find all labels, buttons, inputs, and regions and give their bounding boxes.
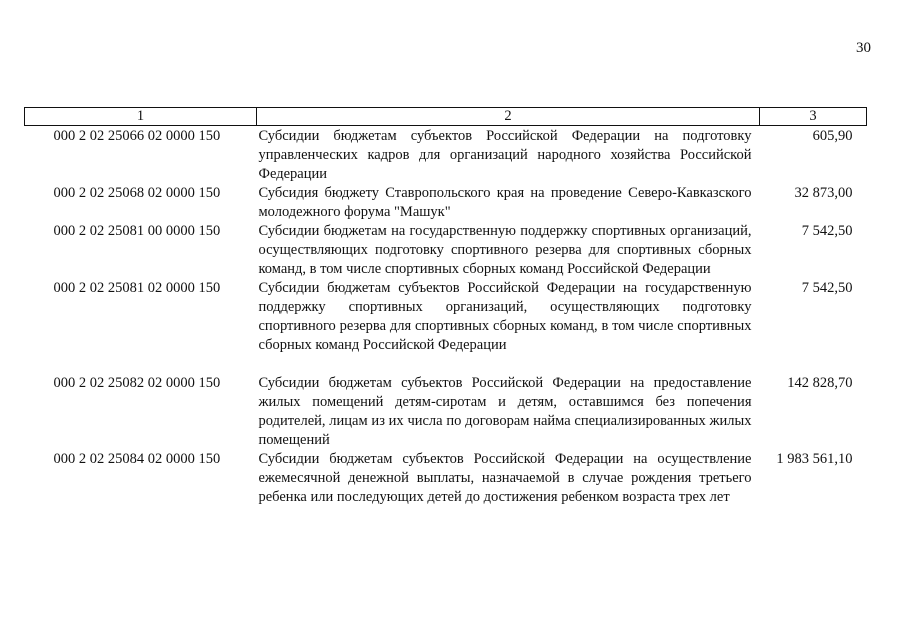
budget-code: 000 2 02 25084 02 0000 150 (53, 451, 221, 467)
budget-code: 000 2 02 25068 02 0000 150 (53, 185, 221, 201)
table-row (25, 374, 867, 450)
budget-amount: 7 542,50 (801, 280, 853, 296)
budget-amount: 605,90 (812, 128, 853, 144)
budget-table (24, 107, 867, 507)
header-col-2: 2 (257, 108, 760, 126)
budget-amount: 7 542,50 (801, 223, 853, 239)
table-body (25, 126, 867, 508)
table-row (25, 222, 867, 279)
budget-description: Субсидии бюджетам субъектов Российской Федерации на подготовку управленческих кадров для организаций народного хозяйства Российской Федерации (258, 128, 752, 182)
budget-code: 000 2 02 25081 02 0000 150 (53, 280, 221, 296)
page-number: 30 (856, 40, 871, 56)
budget-description: Субсидия бюджету Ставропольского края на проведение Северо-Кавказского молодежного форума "Машук" (258, 185, 752, 220)
budget-code: 000 2 02 25081 00 0000 150 (53, 223, 221, 239)
budget-amount: 142 828,70 (787, 375, 853, 391)
table-row (25, 279, 867, 374)
table-header (25, 108, 867, 126)
budget-code: 000 2 02 25066 02 0000 150 (53, 128, 221, 144)
budget-amount: 1 983 561,10 (776, 451, 853, 467)
budget-description: Субсидии бюджетам субъектов Российской Федерации на осуществление ежемесячной денежной выплаты, назначаемой в случае рождения третьего ребенка или последующих детей до достижения ребенком возраста трех лет (258, 451, 752, 505)
table-row (25, 126, 867, 185)
budget-code: 000 2 02 25082 02 0000 150 (53, 375, 221, 391)
table-row (25, 184, 867, 222)
table-row (25, 450, 867, 507)
budget-amount: 32 873,00 (794, 185, 853, 201)
budget-description: Субсидии бюджетам субъектов Российской Федерации на предоставление жилых помещений детям-сиротам и детям, оставшимся без попечения родителей, лицам из их числа по договорам найма специализированных жилых помещений (258, 375, 752, 448)
budget-description: Субсидии бюджетам на государственную поддержку спортивных организаций, осуществляющих подготовку спортивного резерва для спортивных сборных команд, в том числе спортивных сборных команд Российской Федерации (258, 223, 752, 277)
budget-description: Субсидии бюджетам субъектов Российской Федерации на государственную поддержку спортивных организаций, осуществляющих подготовку спортивного резерва для спортивных сборных команд, в том числе спортивных сборных команд Российской Федерации (258, 280, 752, 353)
header-col-1: 1 (25, 108, 257, 126)
header-row (25, 108, 867, 126)
header-col-3: 3 (760, 108, 867, 126)
